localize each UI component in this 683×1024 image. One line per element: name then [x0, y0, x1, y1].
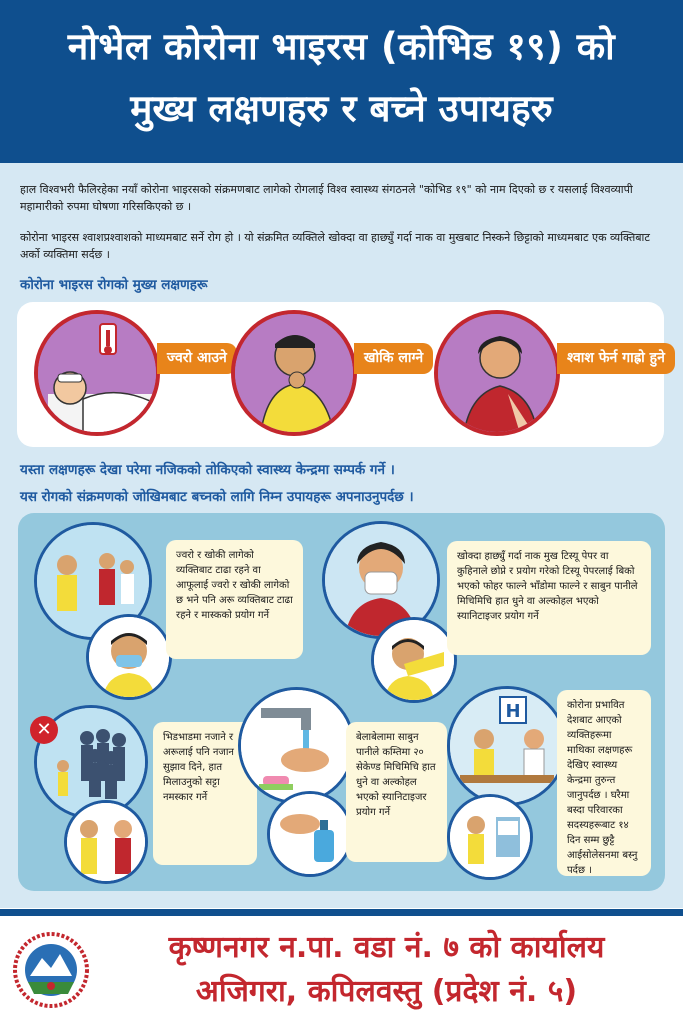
breathing-illustration — [434, 310, 560, 436]
elbow-cough-illustration — [371, 617, 457, 703]
poster-title-line2: मुख्य लक्षणहरु र बच्ने उपायहरु — [130, 87, 553, 130]
fever-illustration — [34, 310, 160, 436]
namaste-illustration — [64, 800, 148, 884]
tip-cover-cough: खोक्दा हाछ्युँ गर्दा नाक मुख टिस्यू पेपर वा कुहिनाले छोप्ने र प्रयोग गरेको टिस्यू पेपरलाई बिको भएको फोहर फाल्ने भाँडोमा फाल्ने र साबुन पानीले मिचिमिचि हात धुने वा अल्कोहल भएको स्यानिटाइजर प्रयोग गर्ने — [447, 541, 651, 655]
elbow-cover-icon — [374, 620, 454, 700]
prevention-heading: यस रोगको संक्रमणको जोखिमबाट बच्नको लागि निम्न उपायहरू अपनाउनुपर्दछ । — [20, 489, 414, 505]
footer-divider — [0, 909, 683, 916]
svg-text:H: H — [505, 701, 521, 722]
notice-heading: यस्ता लक्षणहरू देखा परेमा नजिकको तोकिएको स्वास्थ्य केन्द्रमा सम्पर्क गर्ने । — [20, 462, 395, 478]
poster-title-line1: नोभेल कोरोना भाइरस (कोभिड १९) को — [67, 25, 616, 68]
hand-sanitizer-icon — [270, 794, 350, 874]
intro-paragraph-1: हाल विश्वभरी फैलिरहेका नयाँ कोरोना भाइरसको संक्रमणबाट लागेको रोगलाई विश्व स्वास्थ्य संगठनले "कोभिड १९" को नाम दिएको छ र यसलाई विश्वव्यापी महामारीको रुपमा घोषणा गरिसकिएको छ । — [20, 183, 633, 213]
cough-illustration — [231, 310, 357, 436]
face-mask-icon — [89, 617, 169, 697]
home-isolation-icon — [450, 797, 530, 877]
symptom-label-fever: ज्वरो आउने — [157, 343, 237, 374]
symptom-label-cough: खोकि लाग्ने — [354, 343, 433, 374]
sanitizer-illustration — [267, 791, 353, 877]
office-name: कृष्णनगर न.पा. वडा नं. ७ को कार्यालय — [168, 930, 605, 965]
prohibited-icon: ✕ — [30, 716, 58, 744]
nepal-emblem-icon — [12, 930, 90, 1010]
tip-avoid-sick: ज्वरो र खोकी लागेको व्यक्तिबाट टाढा रहने वा आफूलाई ज्वरो र खोकी लागेको छ भने पनि अरू व्यक्तिबाट टाढा रहने र मास्कको प्रयोग गर्ने — [166, 540, 303, 659]
tip-wash-hands: बेलाबेलामा साबुन पानीले कम्तिमा २० सेकेण्ड मिचिमिचि हात धुने वा अल्कोहल भएको स्यानिटाइजर प्रयोग गर्ने — [346, 722, 447, 862]
mask-person-illustration — [86, 614, 172, 700]
footer — [0, 916, 683, 1024]
handwash-tap-icon — [241, 690, 352, 801]
tip-avoid-crowd: भिडभाडमा नजाने र अरूलाई पनि नजान सुझाव दिने, हात मिलाउनुको सट्टा नमस्कार गर्ने — [153, 722, 257, 865]
tip-isolation: कोरोना प्रभावित देशबाट आएको व्यक्तिहरूमा माथिका लक्षणहरू देखिए स्वास्थ्य केन्द्रमा तुरुन्त जानुपर्दछ । घरैमा बस्दा परिवारका सदस्यहरूबाट १४ दिन सम्म छुट्टै आईसोलेसनमा बस्नु पर्दछ । — [557, 690, 651, 876]
isolation-illustration — [447, 794, 533, 880]
intro-paragraph-2: कोरोना भाइरस श्वाशप्रश्वाशको माध्यमबाट सर्ने रोग हो । यो संक्रमित व्यक्तिले खोक्दा वा हाछ्युँ गर्दा नाक वा मुखबाट निस्कने छिट्टाको माध्यमबाट एक व्यक्तिबाट अर्को व्यक्तिमा सर्दछ । — [20, 231, 650, 261]
symptom-label-breathing: श्वाश फेर्न गाह्रो हुने — [557, 343, 675, 374]
poster-header — [0, 0, 683, 163]
handwash-illustration — [238, 687, 355, 804]
symptoms-heading: कोरोना भाइरस रोगको मुख्य लक्षणहरू — [20, 277, 208, 293]
health-center-icon — [450, 689, 564, 803]
clinic-illustration — [447, 686, 567, 806]
namaste-greeting-icon — [67, 803, 145, 881]
office-address: अजिगरा, कपिलवस्तु (प्रदेश नं. ५) — [195, 974, 578, 1009]
